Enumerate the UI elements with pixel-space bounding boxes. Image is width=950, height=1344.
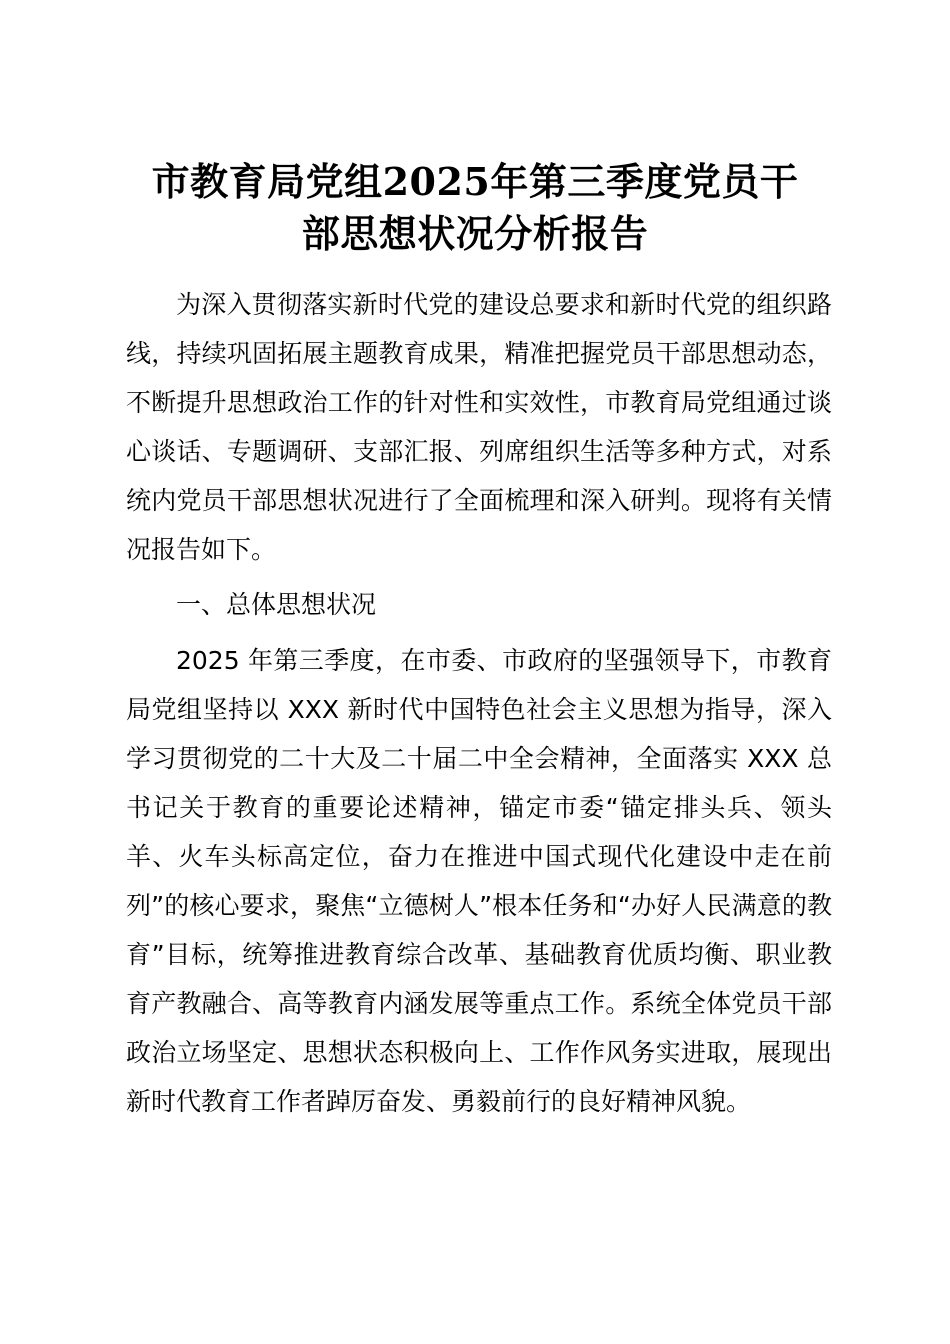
document-body [126, 280, 832, 1126]
title-line-1: 市教育局党组2025年第三季度党员干 [151, 159, 799, 204]
section-heading-overall: 一、总体思想状况 [176, 590, 377, 619]
title-line-2: 部思想状况分析报告 [301, 211, 649, 256]
section-paragraph-overall: 2025 年第三季度，在市委、市政府的坚强领导下，市教育局党组坚持以 XXX 新时代中国特色社会主义思想为指导，深入学习贯彻党的二十大及二十届二中全会精神，全面落实 XXX 总书记关于教育的重要论述精神，锚定市委“锚定排头兵、领头羊、火车头标高定位，奋力在推进中国式现代化建设中走在前列”的核心要求，聚焦“立德树人”根本任务和“办好人民满意的教育”目标，统筹推进教育综合改革、基础教育优质均衡、职业教育产教融合、高等教育内涵发展等重点工作。系统全体党员干部政治立场坚定、思想状态积极向上、工作作风务实进取，展现出新时代教育工作者踔厉奋发、勇毅前行的良好精神风貌。 [126, 646, 832, 1116]
document-title [110, 156, 840, 260]
intro-paragraph: 为深入贯彻落实新时代党的建设总要求和新时代党的组织路线，持续巩固拓展主题教育成果，精准把握党员干部思想动态，不断提升思想政治工作的针对性和实效性，市教育局党组通过谈心谈话、专题调研、支部汇报、列席组织生活等多种方式，对系统内党员干部思想状况进行了全面梳理和深入研判。现将有关情况报告如下。 [126, 290, 832, 564]
